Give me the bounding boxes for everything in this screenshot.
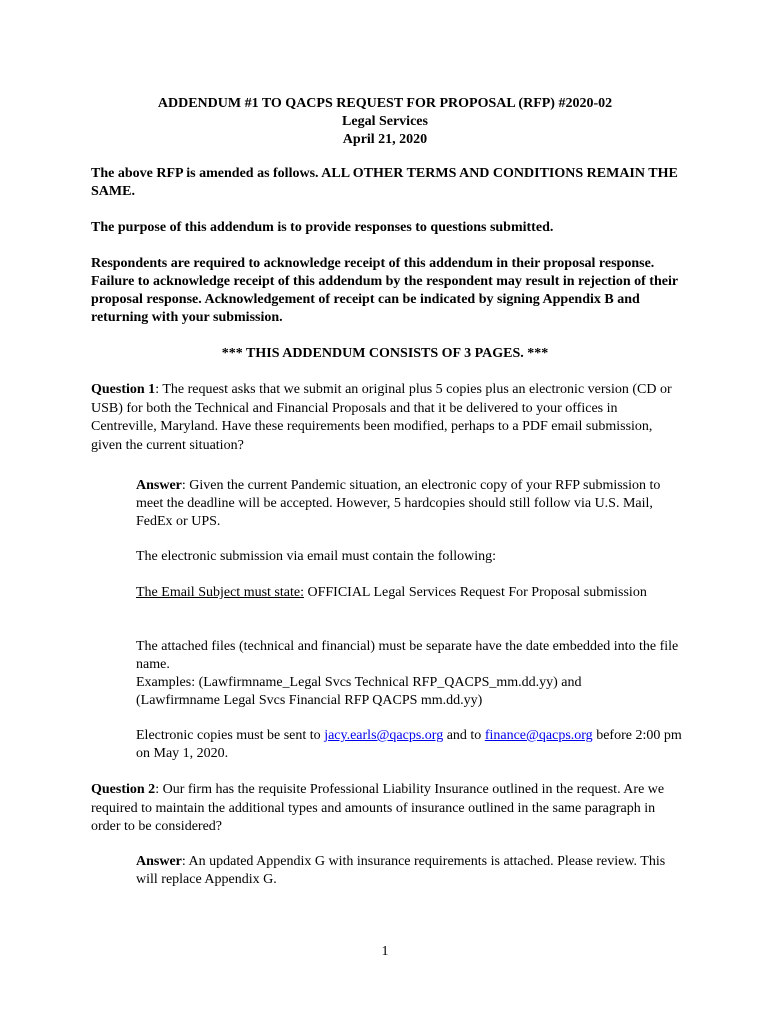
copies-prefix: Electronic copies must be sent to xyxy=(136,728,325,743)
purpose-statement: The purpose of this addendum is to provide responses to questions submitted. xyxy=(91,220,554,235)
email-subject-text: OFFICIAL Legal Services Request For Proposal submission xyxy=(303,585,647,600)
document-title: ADDENDUM #1 TO QACPS REQUEST FOR PROPOSAL (RFP) #2020-02 xyxy=(157,96,613,111)
copies-suffix: before 2:00 pm on May 1, 2020. xyxy=(136,728,682,761)
document-date: April 21, 2020 xyxy=(342,132,428,147)
question-1 xyxy=(91,381,681,455)
answer-2-label: Answer xyxy=(136,854,182,869)
file-naming-line-2: Examples: (Lawfirmname_Legal Svcs Technical RFP_QACPS_mm.dd.yy) and xyxy=(136,675,582,690)
file-naming-line-3: (Lawfirmname Legal Svcs Financial RFP QACPS mm.dd.yy) xyxy=(136,693,483,708)
file-naming-line-1: The attached files (technical and financial) must be separate have the date embedded into the file name. xyxy=(136,639,679,672)
email-subject xyxy=(136,584,686,602)
question-2-text: : Our firm has the requisite Professional Liability Insurance outlined in the request. Are we required to maintain the additional types and amounts of insurance outlined in the same paragraph in order to be considered? xyxy=(91,782,665,834)
answer-1-label: Answer xyxy=(136,478,182,493)
electronic-copies xyxy=(136,727,686,763)
file-naming xyxy=(136,638,686,710)
amended-statement: The above RFP is amended as follows. ALL OTHER TERMS AND CONDITIONS REMAIN THE SAME. xyxy=(91,166,678,199)
email-link-jacy-earls[interactable]: jacy.earls@qacps.org xyxy=(324,728,444,743)
document-subtitle: Legal Services xyxy=(342,114,428,129)
answer-1 xyxy=(136,477,686,531)
title-block xyxy=(0,95,770,149)
question-1-text: : The request asks that we submit an original plus 5 copies plus an electronic version (CD or USB) for both the Technical and Financial Proposals and that it be delivered to your offices in Centreville, Maryland. Have these requirements been modified, perhaps to a PDF email submission, given the current situation? xyxy=(91,382,672,453)
email-link-finance[interactable]: finance@qacps.org xyxy=(484,728,593,743)
answer-2-text: : An updated Appendix G with insurance requirements is attached. Please review. This will replace Appendix G. xyxy=(136,854,666,887)
question-2 xyxy=(91,781,681,837)
email-subject-label: The Email Subject must state: xyxy=(136,585,304,600)
answer-2 xyxy=(136,853,686,889)
question-1-label: Question 1 xyxy=(91,382,156,397)
page-number: 1 xyxy=(381,944,389,959)
acknowledge-statement: Respondents are required to acknowledge receipt of this addendum in their proposal response. Failure to acknowledge receipt of this addendum by the respondent may result in rejection of their proposal response. Acknowledgement of receipt can be indicated by signing Appendix B and returning with your submission. xyxy=(91,256,678,325)
copies-mid: and to xyxy=(443,728,485,743)
answer-1-text: : Given the current Pandemic situation, an electronic copy of your RFP submission to meet the deadline will be accepted. However, 5 hardcopies should still follow via U.S. Mail, FedEx or UPS. xyxy=(136,478,661,529)
electronic-intro: The electronic submission via email must contain the following: xyxy=(136,549,497,564)
question-2-label: Question 2 xyxy=(91,782,156,797)
pages-notice: *** THIS ADDENDUM CONSISTS OF 3 PAGES. *** xyxy=(221,346,549,361)
